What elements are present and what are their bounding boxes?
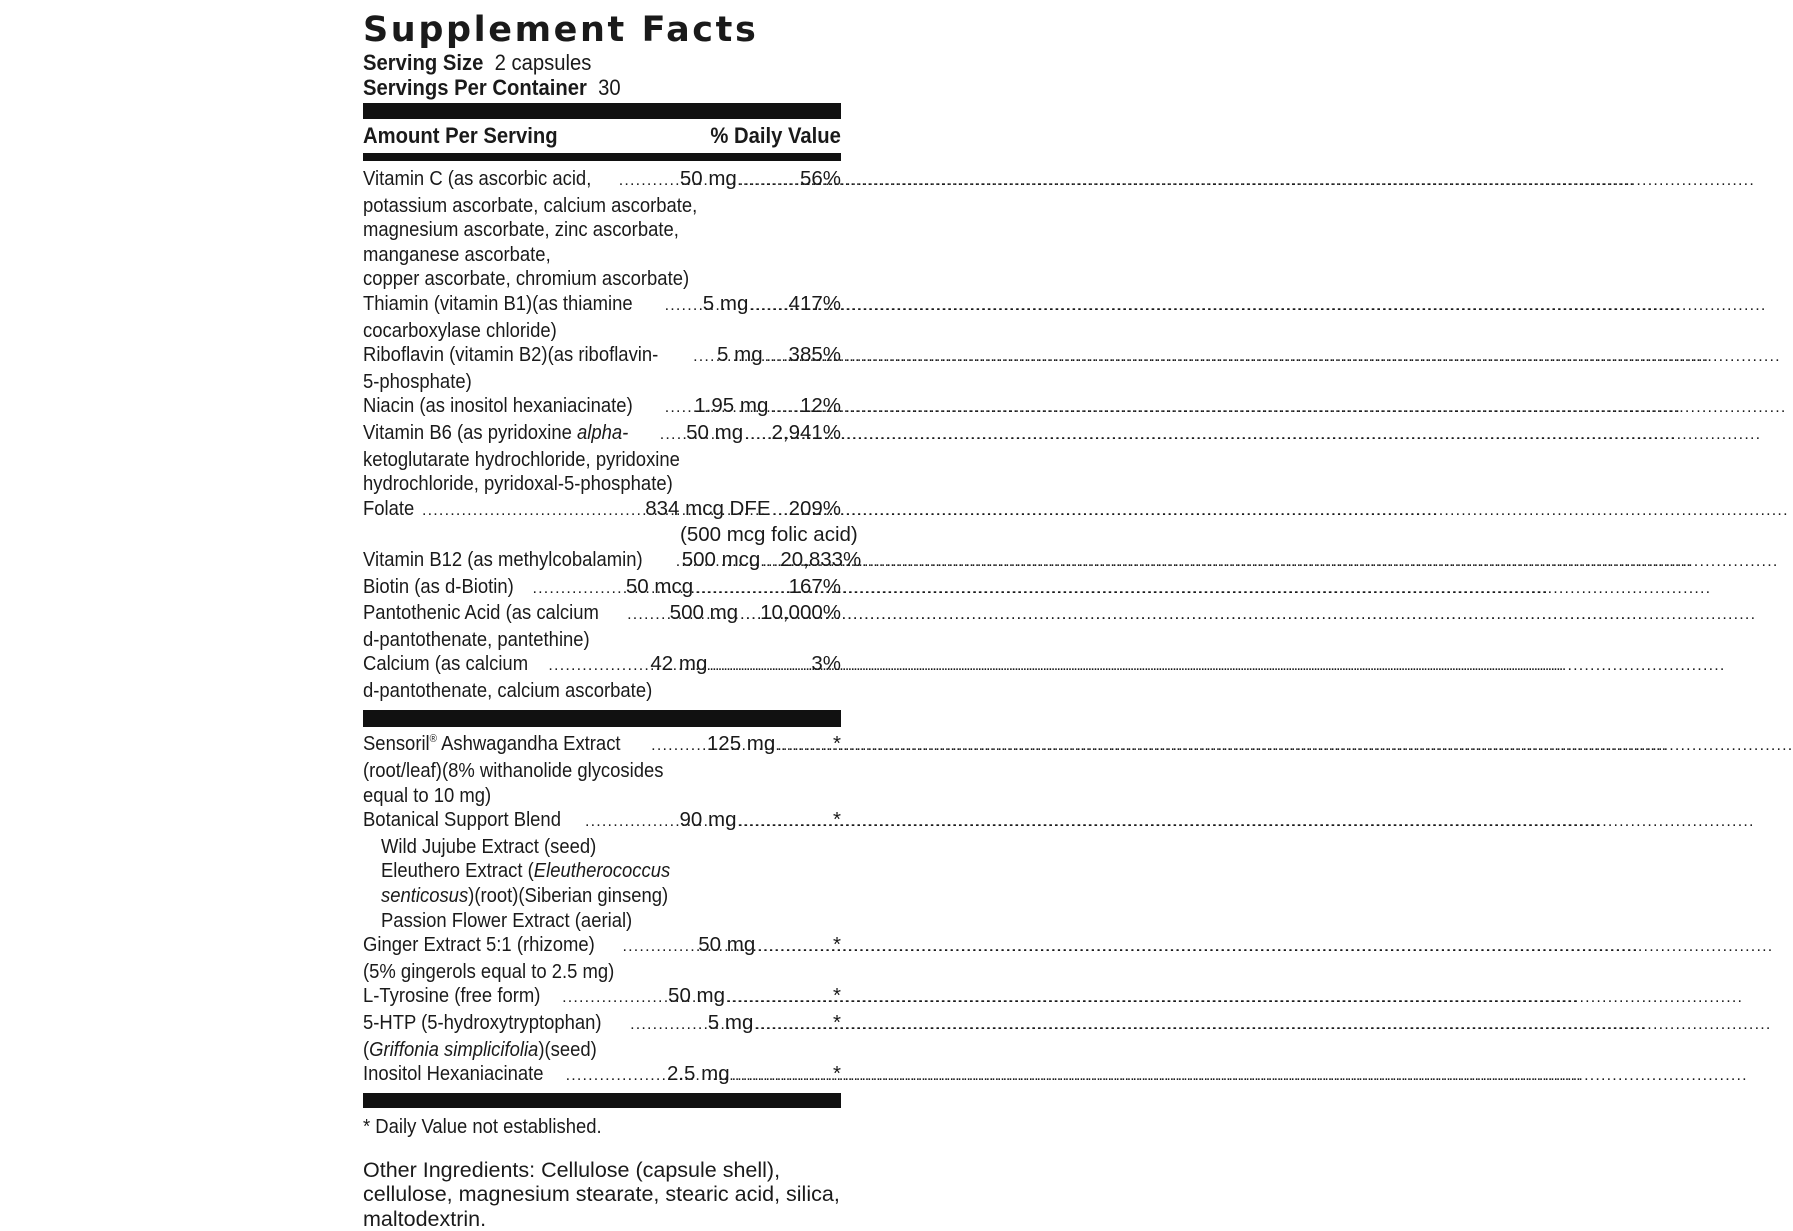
leader-dots bbox=[750, 294, 786, 319]
leader-dots bbox=[665, 294, 701, 319]
nutrient-continuation: equal to 10 mg) bbox=[363, 783, 492, 807]
leader-dots bbox=[765, 345, 787, 370]
nutrient-name: Thiamin (vitamin B1)(as thiamine bbox=[363, 291, 633, 315]
nutrient-row-vitamin-b12 bbox=[363, 547, 862, 575]
leader-dots bbox=[738, 810, 831, 835]
nutrient-daily-value: 3% bbox=[811, 652, 841, 676]
nutrient-amount: 2.5 mg bbox=[666, 1062, 730, 1086]
nutrient-daily-value: * bbox=[833, 1011, 841, 1034]
nutrient-daily-value: 167% bbox=[788, 574, 841, 598]
servings-per-container-label: Servings Per Container bbox=[363, 75, 587, 100]
medium-divider bbox=[363, 153, 841, 161]
thick-divider bbox=[363, 103, 841, 119]
leader-dots bbox=[773, 499, 787, 524]
leader-dots bbox=[651, 734, 705, 759]
nutrient-continuation: hydrochloride, pyridoxal-5-phosphate) bbox=[363, 472, 673, 496]
amount-per-serving-header: Amount Per Serving bbox=[363, 123, 558, 148]
nutrient-daily-value: * bbox=[833, 808, 841, 832]
nutrient-continuation: (Griffonia simplicifolia)(seed) bbox=[363, 1037, 597, 1061]
nutrient-name: Pantothenic Acid (as calcium bbox=[363, 601, 599, 625]
nutrient-continuation: (5% gingerols equal to 2.5 mg) bbox=[363, 959, 615, 983]
leader-dots bbox=[777, 734, 831, 759]
nutrient-continuation: ketoglutarate hydrochloride, pyridoxine bbox=[363, 447, 680, 471]
blend-sub-item: senticosus)(root)(Siberian ginseng) bbox=[381, 884, 669, 908]
leader-dots bbox=[739, 169, 798, 194]
leader-dots bbox=[740, 603, 758, 628]
nutrient-daily-value: 10,000% bbox=[760, 601, 841, 625]
nutrient-continuation: (root/leaf)(8% withanolide glycosides bbox=[363, 759, 664, 783]
other-ingredients: Other Ingredients: Cellulose (capsule shell), cellulose, magnesium stearate, stearic acid, silica, maltodextrin. bbox=[363, 1157, 840, 1231]
nutrient-name: L-Tyrosine (free form) bbox=[363, 984, 541, 1008]
servings-per-container-line bbox=[363, 75, 803, 100]
servings-per-container-value: 30 bbox=[598, 75, 621, 100]
blend-sub-item: Eleuthero Extract (Eleutherococcus bbox=[381, 859, 671, 883]
daily-value-header: % Daily Value bbox=[710, 123, 841, 148]
leader-dots bbox=[532, 577, 623, 602]
leader-dots bbox=[709, 654, 809, 679]
leader-dots bbox=[562, 986, 666, 1011]
nutrient-amount-continuation: (500 mcg folic acid) bbox=[680, 523, 858, 547]
leader-dots bbox=[770, 396, 798, 421]
nutrient-name: Inositol Hexaniacinate bbox=[363, 1062, 544, 1086]
nutrient-name: Folate bbox=[363, 496, 415, 520]
leader-dots bbox=[585, 810, 678, 835]
nutrient-continuation: potassium ascorbate, calcium ascorbate, bbox=[363, 193, 698, 217]
nutrient-amount: 500 mg bbox=[669, 601, 739, 625]
nutrient-row-inositol-hexaniacinate bbox=[363, 1062, 841, 1089]
nutrient-name: Biotin (as d-Biotin) bbox=[363, 574, 514, 598]
serving-size-line bbox=[363, 50, 803, 75]
nutrient-amount: 5 mg bbox=[702, 291, 749, 315]
nutrient-daily-value: 56% bbox=[799, 167, 841, 190]
leader-dots bbox=[676, 550, 680, 575]
leader-dots bbox=[660, 423, 684, 448]
nutrient-row-calcium bbox=[363, 652, 841, 703]
leader-dots bbox=[732, 1064, 831, 1089]
nutrient-row-vitamin-b6 bbox=[363, 421, 841, 497]
nutrient-name: Vitamin B6 (as pyridoxine alpha- bbox=[363, 420, 629, 444]
nutrient-daily-value: * bbox=[833, 984, 841, 1008]
nutrient-continuation: magnesium ascorbate, zinc ascorbate, bbox=[363, 218, 679, 242]
leader-dots bbox=[566, 1064, 665, 1089]
nutrient-amount: 50 mg bbox=[668, 984, 726, 1008]
nutrient-row-niacin bbox=[363, 394, 841, 421]
bottom-divider bbox=[363, 1093, 841, 1108]
botanical-rows bbox=[363, 732, 841, 1088]
nutrient-name: Niacin (as inositol hexaniacinate) bbox=[363, 394, 633, 418]
nutrient-name: 5-HTP (5-hydroxytryptophan) bbox=[363, 1011, 602, 1034]
leader-dots bbox=[757, 935, 831, 960]
nutrient-row-botanical-blend bbox=[363, 808, 841, 933]
section-divider bbox=[363, 710, 841, 727]
nutrient-amount: 125 mg bbox=[706, 732, 776, 756]
nutrient-amount: 500 mcg bbox=[681, 547, 761, 571]
leader-dots bbox=[762, 550, 778, 575]
nutrient-row-folate bbox=[363, 496, 858, 548]
nutrient-amount: 50 mg bbox=[698, 933, 756, 957]
blend-sub-item: Passion Flower Extract (aerial) bbox=[381, 908, 633, 932]
nutrient-row-vitamin-c bbox=[363, 167, 841, 292]
nutrient-continuation: d-pantothenate, pantethine) bbox=[363, 627, 590, 651]
nutrient-name: Botanical Support Blend bbox=[363, 808, 561, 832]
nutrient-name: Vitamin B12 (as methylcobalamin) bbox=[363, 547, 643, 571]
nutrient-row-l-tyrosine bbox=[363, 984, 841, 1011]
nutrient-continuation: 5-phosphate) bbox=[363, 369, 472, 393]
nutrient-amount: 42 mg bbox=[650, 652, 708, 676]
blend-sub-item: Wild Jujube Extract (seed) bbox=[381, 834, 597, 858]
serving-size-value: 2 capsules bbox=[494, 50, 592, 75]
nutrient-daily-value: 12% bbox=[799, 394, 841, 418]
nutrient-amount: 5 mg bbox=[717, 343, 763, 367]
nutrient-amount: 5 mg bbox=[707, 1011, 754, 1034]
leader-dots bbox=[745, 423, 769, 448]
nutrient-row-ginger bbox=[363, 933, 841, 984]
leader-dots bbox=[665, 396, 693, 421]
nutrient-continuation: manganese ascorbate, bbox=[363, 242, 551, 266]
nutrient-row-sensoril bbox=[363, 732, 841, 808]
leader-dots bbox=[695, 577, 786, 602]
leader-dots bbox=[422, 499, 643, 524]
nutrient-name: Sensoril® Ashwagandha Extract bbox=[363, 732, 621, 756]
nutrient-amount: 90 mg bbox=[679, 808, 737, 832]
nutrient-amount: 1.95 mg bbox=[694, 394, 769, 418]
nutrient-continuation: copper ascorbate, chromium ascorbate) bbox=[363, 267, 690, 291]
leader-dots bbox=[693, 345, 715, 370]
nutrient-amount: 50 mg bbox=[686, 420, 744, 444]
leader-dots bbox=[627, 603, 668, 628]
nutrient-row-thiamin bbox=[363, 292, 841, 343]
nutrient-row-riboflavin bbox=[363, 343, 841, 394]
supplement-facts-panel bbox=[363, 10, 862, 1231]
vitamin-rows bbox=[363, 161, 862, 703]
nutrient-amount: 834 mcg DFE bbox=[645, 496, 771, 520]
nutrient-daily-value: 417% bbox=[788, 291, 841, 315]
daily-value-footnote: * Daily Value not established. bbox=[363, 1114, 602, 1138]
nutrient-name: Ginger Extract 5:1 (rhizome) bbox=[363, 933, 595, 957]
leader-dots bbox=[548, 654, 648, 679]
panel-title: Supplement Facts bbox=[363, 10, 759, 50]
serving-size-label: Serving Size bbox=[363, 50, 484, 75]
nutrient-daily-value: * bbox=[833, 1062, 841, 1086]
nutrient-row-pantothenic-acid bbox=[363, 601, 841, 652]
nutrient-daily-value: 209% bbox=[788, 496, 841, 520]
leader-dots bbox=[622, 935, 696, 960]
nutrient-amount: 50 mcg bbox=[625, 574, 694, 598]
nutrient-daily-value: 2,941% bbox=[771, 420, 841, 444]
leader-dots bbox=[619, 169, 678, 194]
nutrient-amount: 50 mg bbox=[679, 167, 737, 190]
nutrient-name: Calcium (as calcium bbox=[363, 652, 529, 676]
leader-dots bbox=[630, 1013, 706, 1038]
nutrient-daily-value: * bbox=[833, 732, 841, 756]
nutrient-daily-value: 385% bbox=[788, 343, 841, 367]
nutrient-continuation: d-pantothenate, calcium ascorbate) bbox=[363, 678, 653, 702]
leader-dots bbox=[755, 1013, 831, 1038]
leader-dots bbox=[727, 986, 831, 1011]
nutrient-row-5-htp bbox=[363, 1011, 841, 1062]
nutrient-continuation: cocarboxylase chloride) bbox=[363, 318, 557, 342]
column-header-row bbox=[363, 119, 841, 153]
nutrient-daily-value: 20,833% bbox=[780, 547, 862, 571]
nutrient-row-biotin bbox=[363, 575, 841, 602]
registered-mark: ® bbox=[429, 733, 437, 746]
nutrient-daily-value: * bbox=[833, 933, 841, 957]
nutrient-name: Riboflavin (vitamin B2)(as riboflavin- bbox=[363, 343, 659, 367]
nutrient-name: Vitamin C (as ascorbic acid, bbox=[363, 167, 592, 190]
